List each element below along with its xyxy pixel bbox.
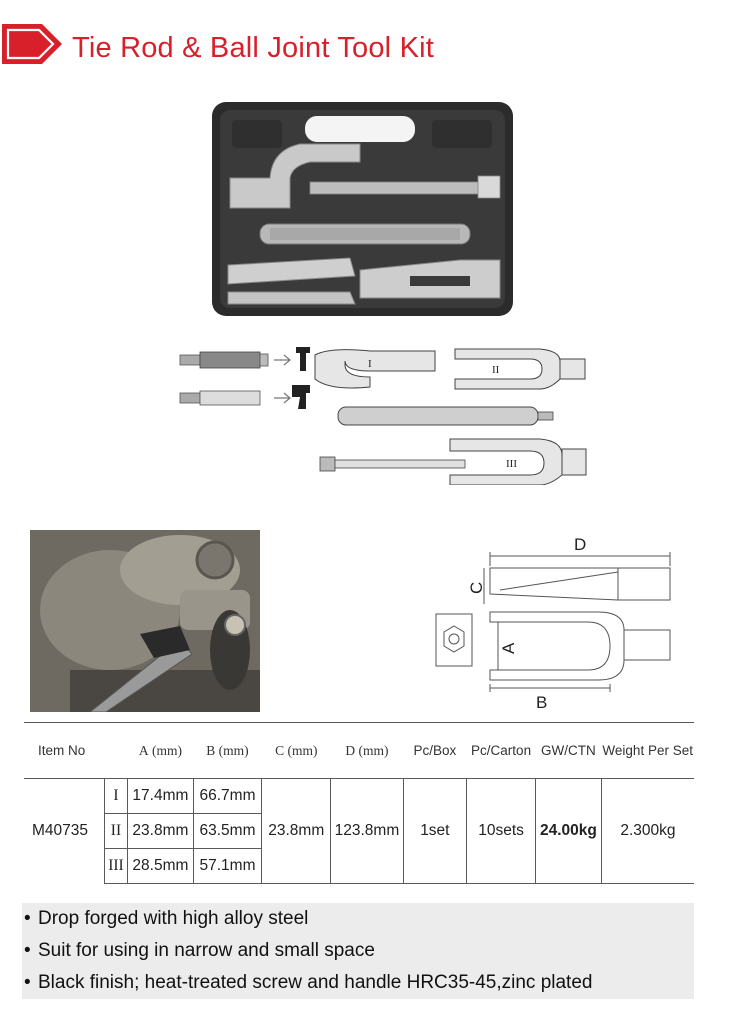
usage-photo [30,530,260,712]
dimension-c: 23.8mm [262,779,331,884]
header-c: C (mm) [262,723,331,779]
fork-1 [315,350,435,388]
size-code: I [104,779,127,814]
header-weight-per-set: Weight Per Set [601,723,694,779]
fork-2-label: II [492,364,500,376]
tool-case-image [210,100,515,318]
gross-weight-carton: 24.00kg [535,779,601,884]
fork-3 [320,439,586,485]
header-b: B (mm) [193,723,261,779]
fork-1-label: I [368,358,372,370]
bullet-icon: • [24,940,31,961]
pc-per-carton: 10sets [467,779,536,884]
table-row [24,779,694,814]
arrow-banner-icon [2,22,64,66]
table-header-row [24,723,694,779]
list-item: • Suit for using in narrow and small space [22,935,694,967]
page-header [0,18,730,74]
adapter-1 [180,347,310,371]
dimension-a: 17.4mm [128,779,194,814]
list-item: • Black finish; heat-treated screw and handle HRC35-45,zinc plated [22,967,694,999]
bullet-icon: • [24,972,31,993]
bullet-icon: • [24,908,31,929]
header-pc-carton: Pc/Carton [467,723,536,779]
dimension-d: 123.8mm [331,779,403,884]
dimension-b: 66.7mm [193,779,261,814]
weight-per-set: 2.300kg [601,779,694,884]
dimension-b: 57.1mm [193,849,261,884]
dimension-a: 28.5mm [128,849,194,884]
pc-per-box: 1set [403,779,467,884]
header-a: A (mm) [128,723,194,779]
feature-list [22,903,694,999]
fork-2 [455,349,585,389]
header-gw-ctn: GW/CTN [535,723,601,779]
header-pc-box: Pc/Box [403,723,467,779]
size-code: III [104,849,127,884]
components-exploded-view [170,335,590,485]
item-number: M40735 [24,779,104,884]
label-b: B [536,693,548,712]
slide-handle [338,407,538,425]
page-title: Tie Rod & Ball Joint Tool Kit [72,32,435,64]
list-item: • Drop forged with high alloy steel [22,903,694,935]
fork-3-label: III [506,458,517,470]
label-c: C [467,581,486,594]
dimension-diagram [428,530,678,712]
label-a: A [499,642,518,654]
label-d: D [574,535,587,554]
header-item-no: Item No [24,723,128,779]
specification-table [24,722,694,884]
header-d: D (mm) [331,723,403,779]
dimension-a: 23.8mm [128,814,194,849]
size-code: II [104,814,127,849]
adapter-2 [180,385,310,409]
dimension-b: 63.5mm [193,814,261,849]
